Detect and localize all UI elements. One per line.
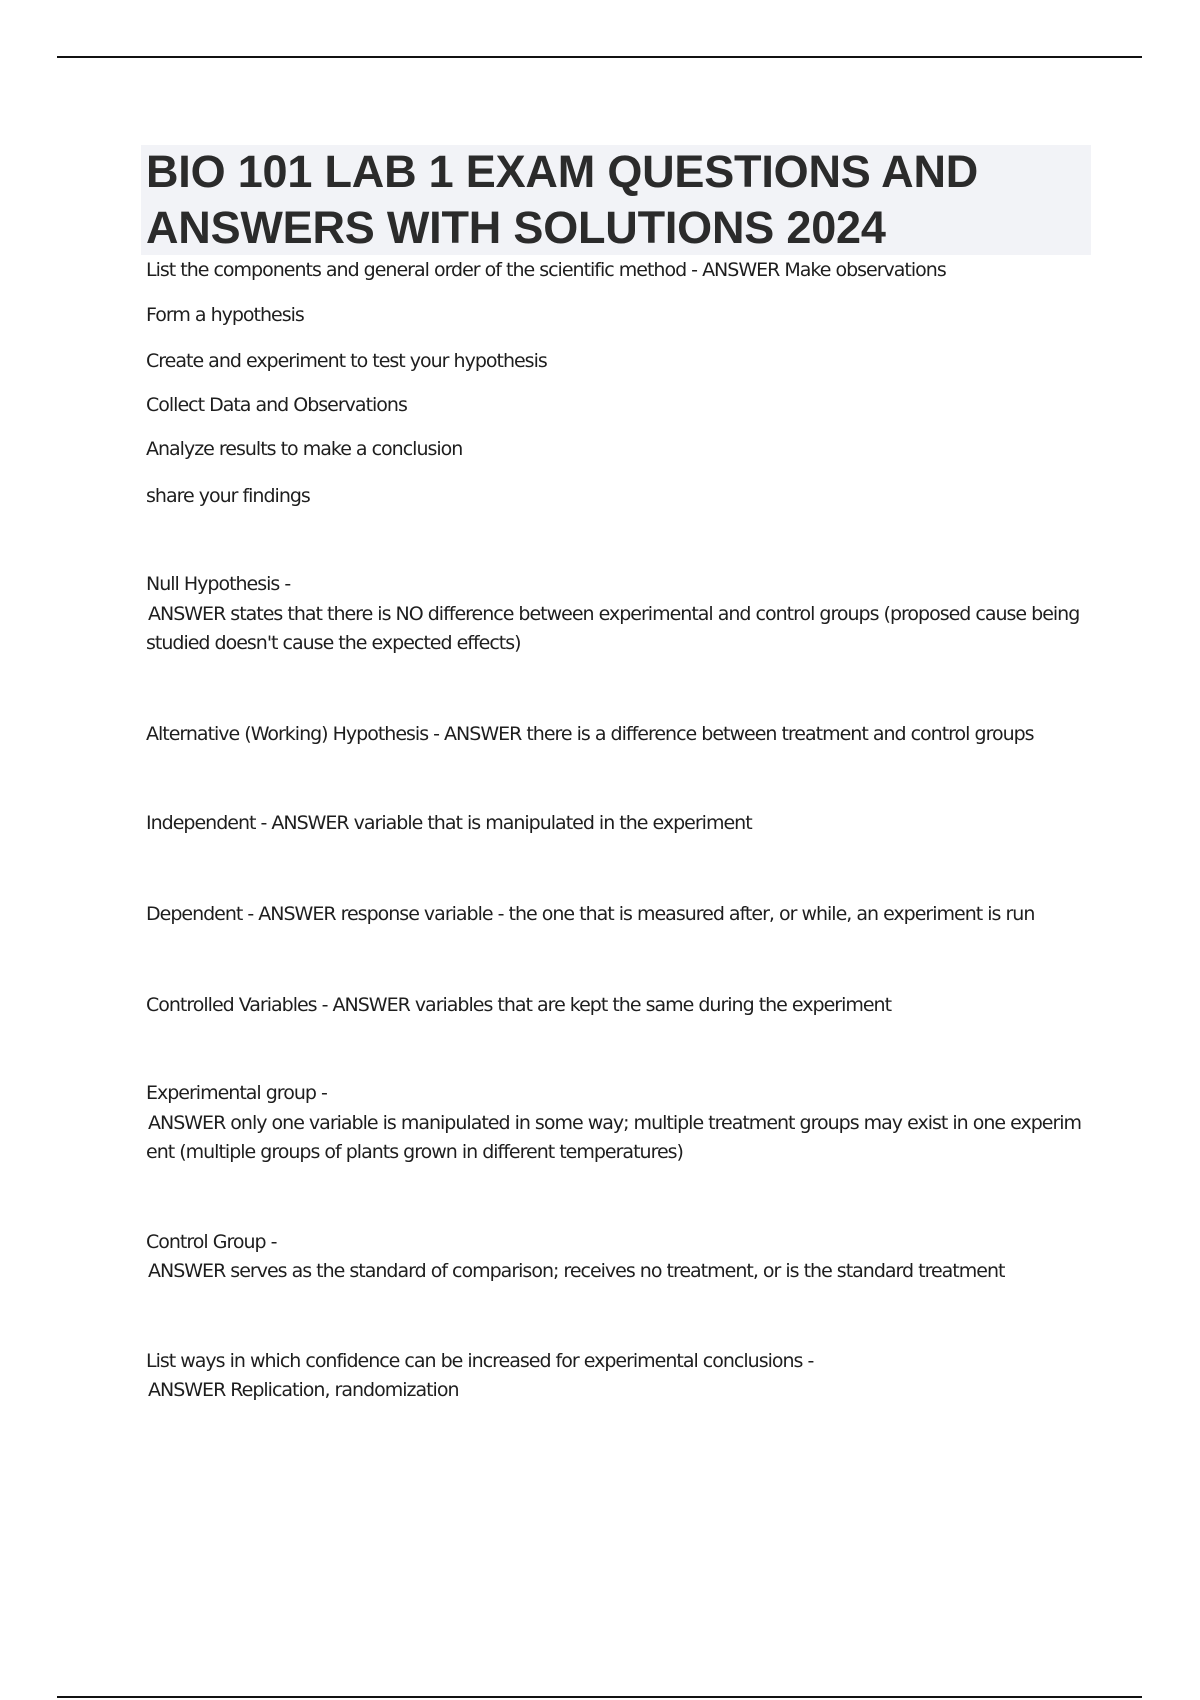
document-title: [146, 144, 1106, 256]
answer-confidence: ANSWER Replication, randomization: [148, 1379, 459, 1401]
title-line-1: BIO 101 LAB 1 EXAM QUESTIONS AND: [146, 146, 979, 197]
question-confidence: List ways in which confidence can be increased for experimental conclusions -: [146, 1350, 814, 1372]
method-step-1: Form a hypothesis: [146, 304, 304, 326]
method-step-3: Collect Data and Observations: [146, 394, 407, 416]
question-null-hypothesis: Null Hypothesis -: [146, 573, 291, 595]
question-control-group: Control Group -: [146, 1231, 277, 1253]
bottom-divider: [57, 1696, 1142, 1698]
answer-experimental-group-line-2: ent (multiple groups of plants grown in different temperatures): [146, 1141, 683, 1163]
method-step-2: Create and experiment to test your hypothesis: [146, 350, 547, 372]
title-line-2: ANSWERS WITH SOLUTIONS 2024: [146, 202, 886, 253]
question-experimental-group: Experimental group -: [146, 1082, 327, 1104]
method-step-4: Analyze results to make a conclusion: [146, 438, 463, 460]
answer-experimental-group-line-1: ANSWER only one variable is manipulated in some way; multiple treatment groups may exist in one experim: [148, 1112, 1082, 1134]
answer-control-group: ANSWER serves as the standard of comparison; receives no treatment, or is the standard treatment: [148, 1260, 1005, 1282]
qa-dependent: Dependent - ANSWER response variable - the one that is measured after, or while, an experiment is run: [146, 903, 1035, 925]
top-divider: [57, 56, 1142, 58]
qa-independent: Independent - ANSWER variable that is manipulated in the experiment: [146, 812, 752, 834]
answer-null-hypothesis-line-1: ANSWER states that there is NO difference between experimental and control groups (proposed cause being: [148, 603, 1080, 625]
answer-null-hypothesis-line-2: studied doesn't cause the expected effects): [146, 632, 521, 654]
qa-alternative-hypothesis: Alternative (Working) Hypothesis - ANSWER there is a difference between treatment and control groups: [146, 723, 1034, 745]
qa-controlled-variables: Controlled Variables - ANSWER variables that are kept the same during the experiment: [146, 994, 892, 1016]
qa-scientific-method: List the components and general order of the scientific method - ANSWER Make observations: [146, 259, 946, 281]
method-step-5: share your findings: [146, 485, 310, 507]
